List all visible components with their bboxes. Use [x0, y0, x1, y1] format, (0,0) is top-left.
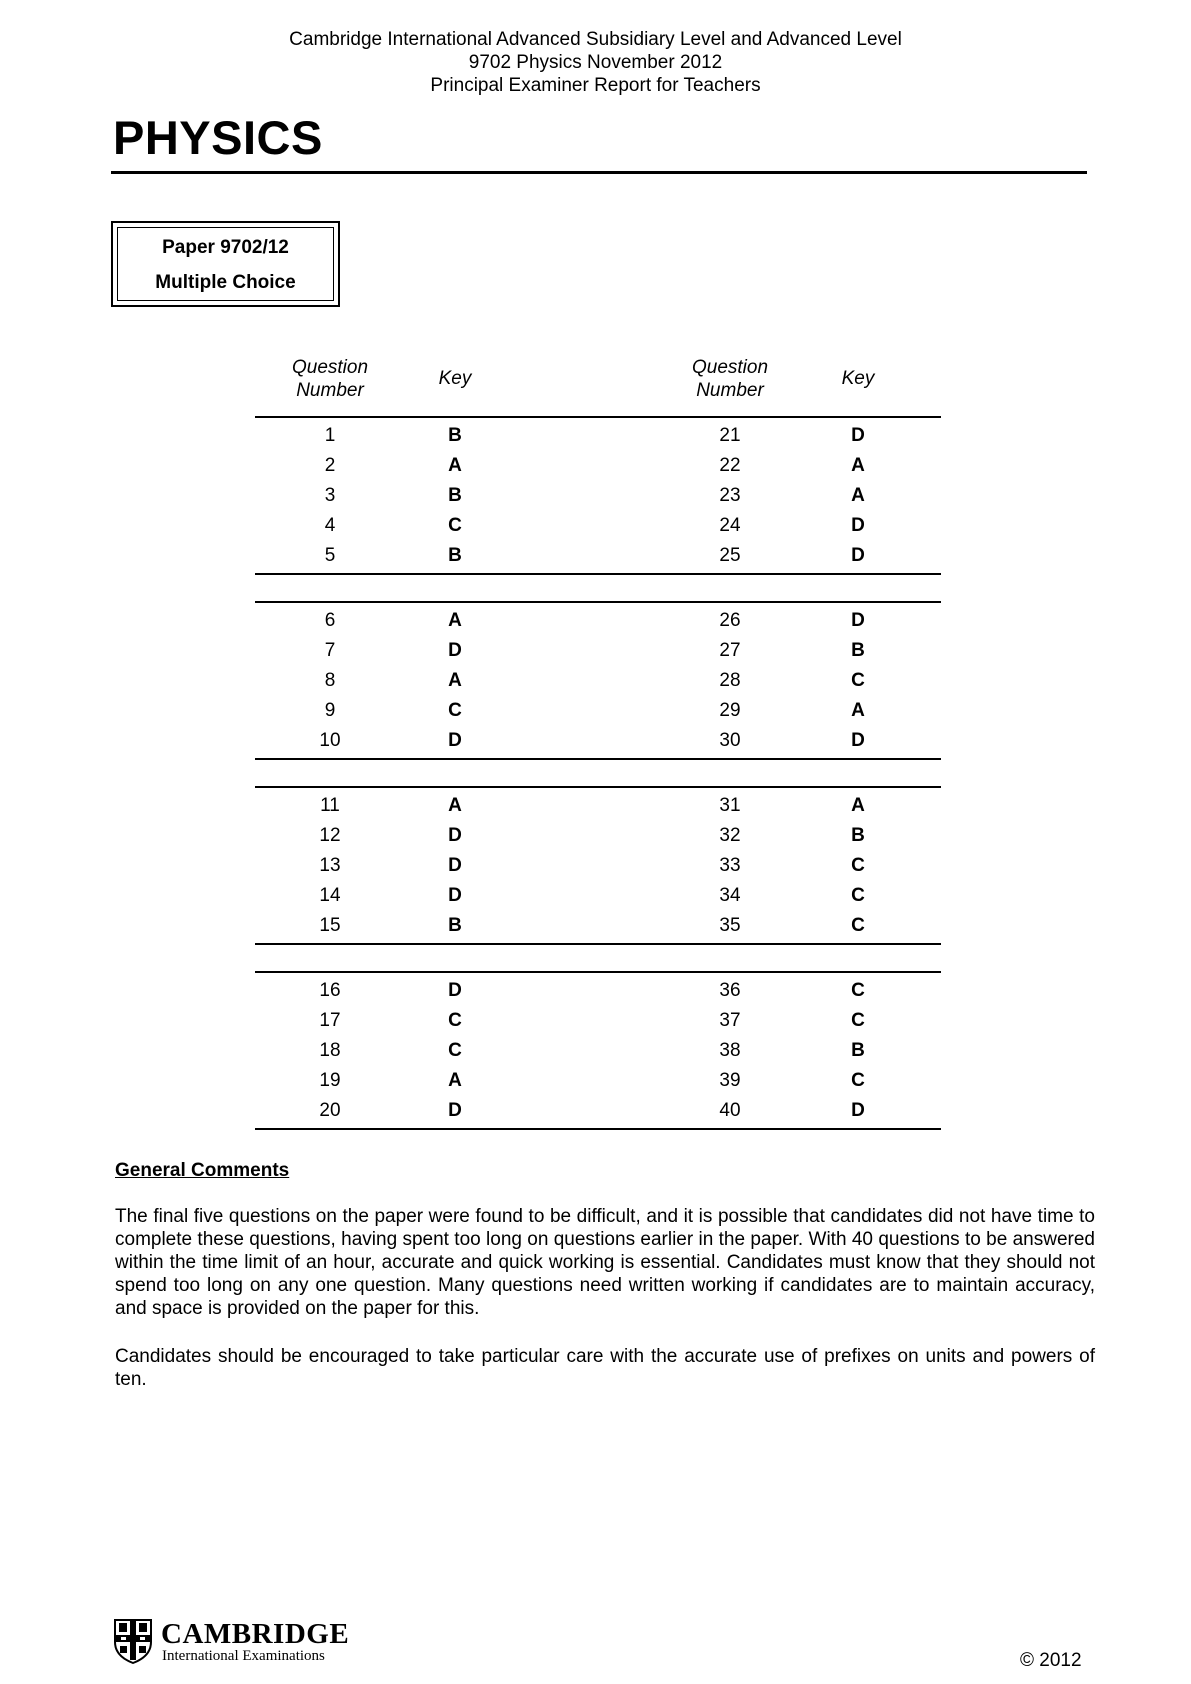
general-comments-paragraph-2: Candidates should be encouraged to take particular care with the accurate use of prefixes on units and powers of ten.: [115, 1346, 1095, 1390]
question-number: 33: [719, 855, 741, 876]
answer-key: C: [851, 670, 865, 691]
question-number: 26: [719, 610, 741, 631]
header-question-label: Question: [291, 357, 369, 378]
answer-key: D: [851, 1100, 865, 1121]
answer-key: D: [448, 885, 462, 906]
paper-number: Paper 9702/12: [162, 237, 289, 258]
answer-key-groups: [255, 416, 941, 1130]
general-comments-paragraph-1: The final five questions on the paper were found to be difficult, and it is possible that candidates did not have time to complete these questions, having spent too long on questions earlier in the paper. With 40 questions to be answered within the time limit of an hour, accurate and quick working is essential. Candidates must know that they should not spend too long on any one question. Many questions need written working if candidates are to maintain accuracy, and space is provided on the paper for this.: [115, 1206, 1095, 1319]
answer-key-header: [255, 354, 941, 416]
answer-key: C: [448, 1040, 462, 1061]
answer-key-table: [255, 354, 941, 1130]
group-bottom-rule: [255, 1128, 941, 1130]
question-number: 12: [319, 825, 341, 846]
header-key-right: Key: [841, 368, 875, 389]
header-number-label: Number: [296, 380, 364, 401]
question-number: 6: [324, 610, 336, 631]
answer-key: B: [448, 485, 462, 506]
group-gap: [255, 945, 941, 971]
question-number: 3: [324, 485, 336, 506]
question-number: 10: [319, 730, 341, 751]
table-row: [255, 1006, 941, 1036]
question-number: 28: [719, 670, 741, 691]
question-number: 31: [719, 795, 741, 816]
answer-group: [255, 418, 941, 573]
answer-key: C: [851, 885, 865, 906]
logo-subtitle: International Examinations: [162, 1648, 325, 1664]
answer-key: D: [448, 1100, 462, 1121]
question-number: 18: [319, 1040, 341, 1061]
header-question-number-left: [275, 356, 385, 402]
header-question-label: Question: [691, 357, 769, 378]
table-row: [255, 451, 941, 481]
question-number: 37: [719, 1010, 741, 1031]
answer-key: D: [851, 515, 865, 536]
table-row: [255, 606, 941, 636]
question-number: 15: [319, 915, 341, 936]
table-row: [255, 851, 941, 881]
answer-key: D: [448, 825, 462, 846]
answer-key: C: [448, 1010, 462, 1031]
report-header: [0, 28, 1191, 97]
crest-icon: [113, 1618, 153, 1664]
question-number: 13: [319, 855, 341, 876]
answer-key: D: [448, 980, 462, 1001]
answer-group: [255, 973, 941, 1128]
paper-box: [111, 221, 340, 307]
question-number: 2: [324, 455, 336, 476]
table-row: [255, 1096, 941, 1126]
header-number-label: Number: [696, 380, 764, 401]
question-number: 1: [324, 425, 336, 446]
table-row: [255, 791, 941, 821]
answer-key: B: [448, 425, 462, 446]
question-number: 32: [719, 825, 741, 846]
table-row: [255, 881, 941, 911]
question-number: 7: [324, 640, 336, 661]
answer-key: A: [448, 795, 462, 816]
question-number: 38: [719, 1040, 741, 1061]
question-number: 23: [719, 485, 741, 506]
question-number: 21: [719, 425, 741, 446]
logo-name: CAMBRIDGE: [161, 1618, 350, 1650]
table-row: [255, 821, 941, 851]
answer-key: A: [851, 700, 865, 721]
question-number: 36: [719, 980, 741, 1001]
table-row: [255, 696, 941, 726]
question-number: 8: [324, 670, 336, 691]
answer-key: C: [448, 700, 462, 721]
question-number: 22: [719, 455, 741, 476]
question-number: 34: [719, 885, 741, 906]
question-number: 19: [319, 1070, 341, 1091]
table-row: [255, 976, 941, 1006]
question-number: 17: [319, 1010, 341, 1031]
answer-key: D: [851, 425, 865, 446]
table-row: [255, 1066, 941, 1096]
answer-key: D: [851, 730, 865, 751]
answer-key: B: [448, 545, 462, 566]
question-number: 24: [719, 515, 741, 536]
question-number: 16: [319, 980, 341, 1001]
question-number: 29: [719, 700, 741, 721]
answer-key: C: [448, 515, 462, 536]
cambridge-logo: [113, 1618, 363, 1666]
general-comments-heading: General Comments: [115, 1160, 290, 1181]
answer-key: B: [851, 640, 865, 661]
table-row: [255, 481, 941, 511]
table-row: [255, 421, 941, 451]
paper-type: Multiple Choice: [155, 272, 296, 293]
answer-key: C: [851, 980, 865, 1001]
question-number: 9: [324, 700, 336, 721]
answer-key: A: [851, 795, 865, 816]
answer-key: A: [851, 485, 865, 506]
header-line-3: Principal Examiner Report for Teachers: [430, 75, 761, 96]
header-key-left: Key: [438, 368, 472, 389]
answer-key: B: [448, 915, 462, 936]
answer-key: A: [851, 455, 865, 476]
table-row: [255, 636, 941, 666]
answer-key: D: [448, 730, 462, 751]
answer-key: D: [448, 640, 462, 661]
table-row: [255, 1036, 941, 1066]
page-title: PHYSICS: [113, 111, 323, 164]
question-number: 11: [320, 795, 340, 816]
answer-key: A: [448, 455, 462, 476]
answer-key: B: [851, 1040, 865, 1061]
answer-key: D: [448, 855, 462, 876]
table-row: [255, 726, 941, 756]
answer-key: A: [448, 1070, 462, 1091]
question-number: 35: [719, 915, 741, 936]
answer-key: D: [851, 610, 865, 631]
answer-key: D: [851, 545, 865, 566]
table-row: [255, 511, 941, 541]
question-number: 30: [719, 730, 741, 751]
question-number: 20: [319, 1100, 341, 1121]
question-number: 4: [324, 515, 336, 536]
question-number: 25: [719, 545, 741, 566]
table-row: [255, 911, 941, 941]
answer-key: A: [448, 610, 462, 631]
title-rule: [111, 171, 1087, 174]
table-row: [255, 666, 941, 696]
header-question-number-right: [675, 356, 785, 402]
answer-group: [255, 603, 941, 758]
answer-key: C: [851, 1070, 865, 1091]
answer-key: C: [851, 915, 865, 936]
answer-key: B: [851, 825, 865, 846]
question-number: 5: [324, 545, 336, 566]
answer-key: C: [851, 1010, 865, 1031]
group-gap: [255, 575, 941, 601]
answer-key: A: [448, 670, 462, 691]
header-line-1: Cambridge International Advanced Subsidiary Level and Advanced Level: [289, 29, 902, 50]
table-row: [255, 541, 941, 571]
answer-key: C: [851, 855, 865, 876]
header-line-2: 9702 Physics November 2012: [468, 52, 723, 73]
answer-group: [255, 788, 941, 943]
copyright: © 2012: [1020, 1650, 1082, 1671]
question-number: 27: [719, 640, 741, 661]
question-number: 14: [319, 885, 341, 906]
group-gap: [255, 760, 941, 786]
question-number: 40: [719, 1100, 741, 1121]
question-number: 39: [719, 1070, 741, 1091]
